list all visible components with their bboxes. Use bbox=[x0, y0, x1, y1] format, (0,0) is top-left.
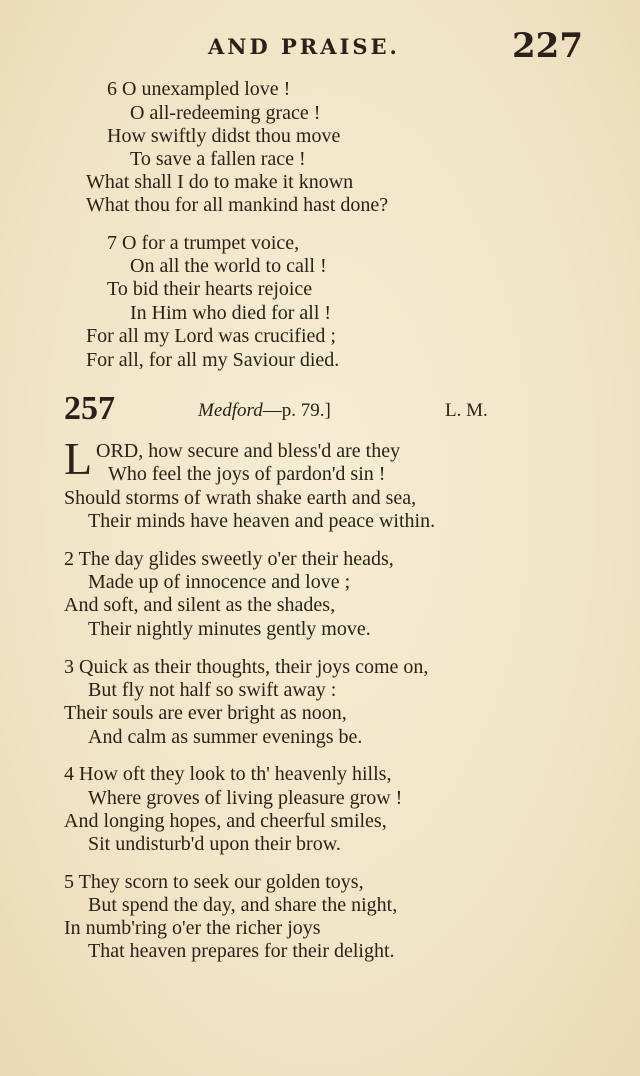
verse-line: Should storms of wrath shake earth and sea, bbox=[64, 487, 417, 509]
page-number: 227 bbox=[512, 26, 583, 66]
verse-line: 3 Quick as their thoughts, their joys come on, bbox=[64, 656, 429, 678]
verse-line: In Him who died for all ! bbox=[130, 302, 332, 324]
verse-line: For all my Lord was crucified ; bbox=[86, 325, 336, 347]
verse-line: 7 O for a trumpet voice, bbox=[107, 232, 300, 254]
verse-line: Sit undisturb'd upon their brow. bbox=[88, 833, 341, 855]
hymn-number: 257 bbox=[64, 390, 115, 427]
verse-line: Who feel the joys of pardon'd sin ! bbox=[108, 463, 386, 485]
tune-page-ref: —p. 79.] bbox=[262, 400, 331, 421]
verse-line: And calm as summer evenings be. bbox=[88, 726, 363, 748]
verse-line: In numb'ring o'er the richer joys bbox=[64, 917, 321, 939]
verse-line: And longing hopes, and cheerful smiles, bbox=[64, 810, 387, 832]
verse-line: 4 How oft they look to th' heavenly hills, bbox=[64, 763, 392, 785]
verse-line: 5 They scorn to seek our golden toys, bbox=[64, 871, 364, 893]
tune-name: Medford bbox=[198, 400, 263, 421]
verse-line: And soft, and silent as the shades, bbox=[64, 594, 336, 616]
verse-line: Their nightly minutes gently move. bbox=[88, 618, 371, 640]
verse-line: But spend the day, and share the night, bbox=[88, 894, 398, 916]
verse-line: To bid their hearts rejoice bbox=[107, 278, 313, 300]
verse-line: 6 O unexampled love ! bbox=[107, 78, 291, 100]
verse-line: On all the world to call ! bbox=[130, 255, 327, 277]
verse-line: For all, for all my Saviour died. bbox=[86, 349, 340, 371]
verse-line: That heaven prepares for their delight. bbox=[88, 940, 395, 962]
verse-line: Their minds have heaven and peace within. bbox=[88, 510, 436, 532]
verse-line: How swiftly didst thou move bbox=[107, 125, 341, 147]
verse-line: Their souls are ever bright as noon, bbox=[64, 702, 347, 724]
verse-line: 2 The day glides sweetly o'er their heads, bbox=[64, 548, 394, 570]
verse-line: Made up of innocence and love ; bbox=[88, 571, 351, 593]
running-header: AND PRAISE. bbox=[208, 34, 400, 59]
verse-line: What shall I do to make it known bbox=[86, 171, 354, 193]
verse-line: Where groves of living pleasure grow ! bbox=[88, 787, 403, 809]
meter: L. M. bbox=[445, 400, 488, 421]
drop-cap: L bbox=[64, 433, 93, 484]
verse-line: But fly not half so swift away : bbox=[88, 679, 337, 701]
verse-line: What thou for all mankind hast done? bbox=[86, 194, 389, 216]
verse-line: To save a fallen race ! bbox=[130, 148, 306, 170]
verse-line: O all-redeeming grace ! bbox=[130, 102, 321, 124]
tune-reference bbox=[198, 400, 331, 422]
verse-line: ORD, how secure and bless'd are they bbox=[96, 440, 401, 462]
